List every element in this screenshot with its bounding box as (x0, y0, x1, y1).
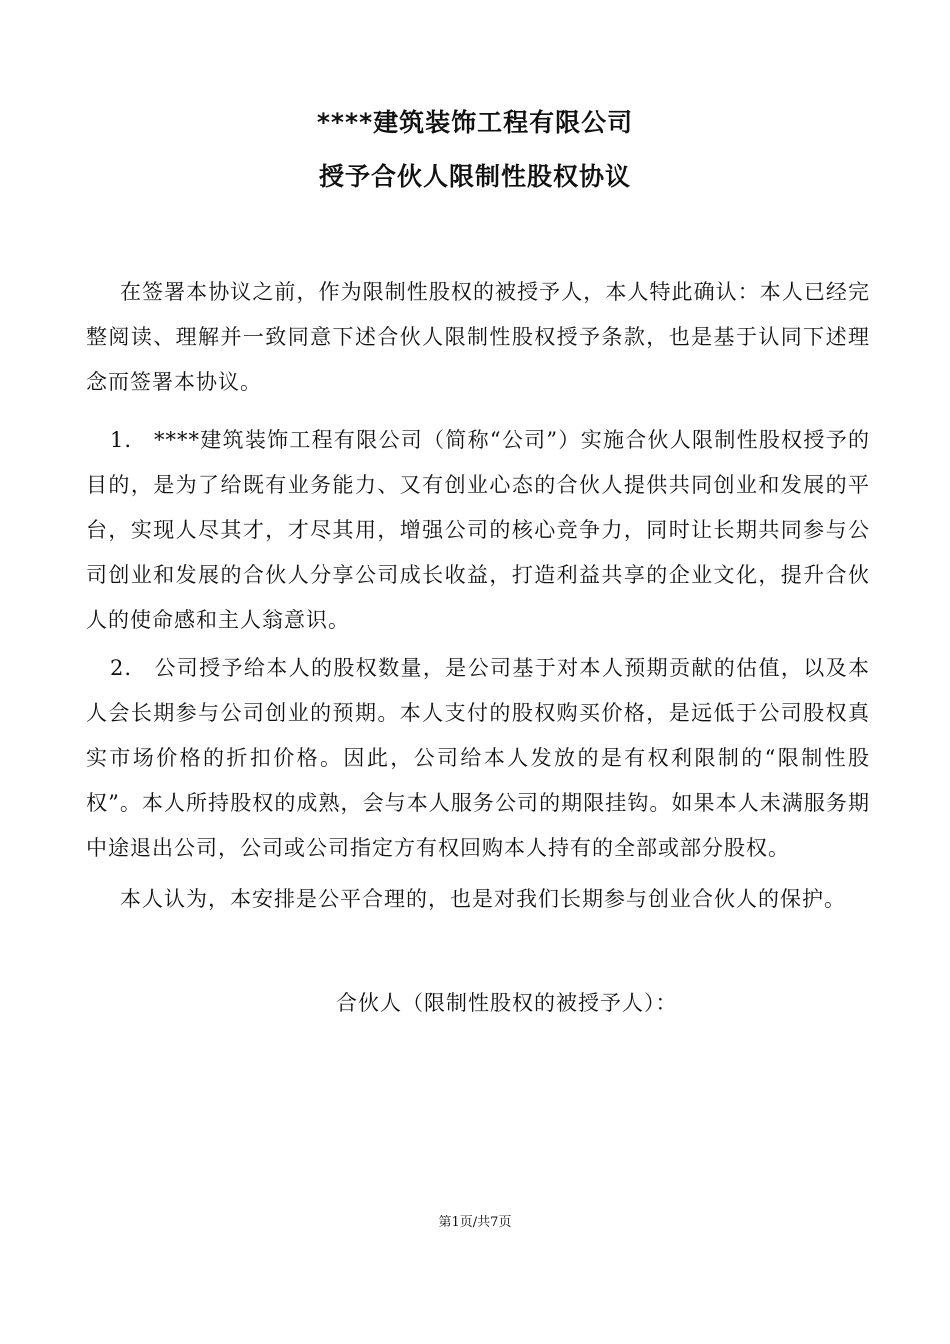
clause-2-text: 公司授予给本人的股权数量，是公司基于对本人预期贡献的估值，以及本人会长期参与公司创业的预期。本人支付的股权购买价格，是远低于公司股权真实市场价格的折扣价格。因此，公司给本人发放的是有权利限制的“限制性股权”。本人所持股权的成熟，会与本人服务公司的期限挂钩。如果本人未满服务期中途退出公司，公司或公司指定方有权回购本人持有的全部或部分股权。 (86, 656, 870, 860)
clause-1-number: 1. (110, 428, 133, 452)
closing-paragraph: 本人认为，本安排是公平合理的，也是对我们长期参与创业合伙人的保护。 (120, 887, 846, 911)
clause-1-text: ****建筑装饰工程有限公司（简称“公司”）实施合伙人限制性股权授予的目的，是为了给既有业务能力、又有创业心态的合伙人提供共同创业和发展的平台，实现人尽其才，才尽其用，增强公司的核心竞争力，同时让长期共同参与公司创业和发展的合伙人分享公司成长收益，打造利益共享的企业文化，提升合伙人的使命感和主人翁意识。 (86, 428, 870, 632)
clause-1 (86, 418, 870, 643)
intro-paragraph: 在签署本协议之前，作为限制性股权的被授予人，本人特此确认：本人已经完整阅读、理解并一致同意下述合伙人限制性股权授予条款，也是基于认同下述理念而签署本协议。 (86, 280, 870, 394)
clause-2-number: 2. (110, 656, 133, 680)
clause-2 (86, 646, 870, 871)
agreement-title: 授予合伙人限制性股权协议 (318, 162, 631, 191)
signature-label: 合伙人（限制性股权的被授予人）： (336, 991, 678, 1015)
page-number: 第1页/共7页 (438, 1215, 512, 1230)
company-title: ****建筑装饰工程有限公司 (316, 108, 634, 137)
